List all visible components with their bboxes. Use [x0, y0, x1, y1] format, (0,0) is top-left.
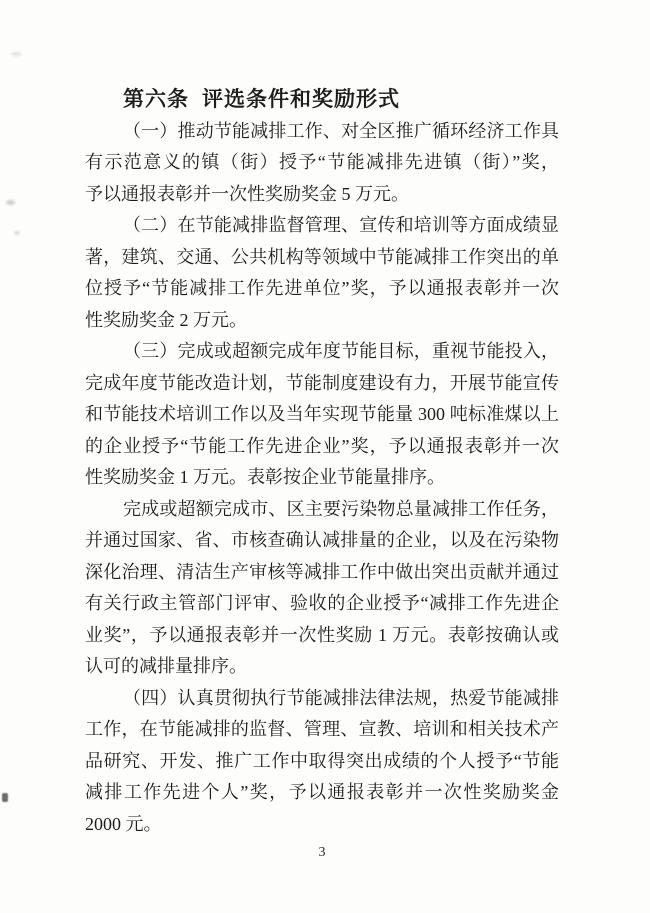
- scan-speck: [14, 231, 20, 235]
- paragraph-4: [85, 494, 559, 683]
- text-line: 有关行政主管部门评审、验收的企业授予“减排工作先进企: [85, 593, 559, 613]
- text-line: 品研究、开发、推广工作中取得突出成绩的个人授予“节能: [85, 750, 559, 771]
- scan-speck: [6, 200, 15, 205]
- text-line: 性奖励奖金 2 万元。: [85, 309, 247, 330]
- scan-speck: [2, 793, 8, 802]
- text-line: 减排工作先进个人”奖，予以通报表彰并一次性奖励奖金: [85, 782, 559, 802]
- text-line: 予以通报表彰并一次性奖励奖金 5 万元。: [85, 183, 409, 204]
- text-line: 2000 元。: [85, 813, 162, 834]
- text-line: （三）完成或超额完成年度节能目标，重视节能投入，: [123, 341, 559, 361]
- text-line: 完成或超额完成市、区主要污染物总量减排工作任务，: [123, 498, 559, 519]
- clause-number: 第六条: [123, 87, 189, 111]
- text-line: （二）在节能减排监督管理、宣传和培训等方面成绩显: [123, 215, 559, 235]
- clause-title: 评选条件和奖励形式: [202, 87, 400, 111]
- text-line: 和节能技术培训工作以及当年实现节能量 300 吨标准煤以上: [85, 404, 559, 424]
- text-line: 工作，在节能减排的监督、管理、宣教、培训和相关技术产: [85, 719, 559, 739]
- text-line: 深化治理、清洁生产审核等减排工作中做出突出贡献并通过: [85, 561, 559, 582]
- document-body: [85, 84, 559, 840]
- text-line: 完成年度节能改造计划，节能制度建设有力，开展节能宣传: [85, 372, 559, 393]
- text-line: 的企业授予“节能工作先进企业”奖，予以通报表彰并一次: [85, 435, 559, 456]
- text-line: 认可的减排量排序。: [85, 656, 247, 676]
- paragraphs-container: [85, 116, 559, 841]
- paragraph-3: [85, 336, 559, 494]
- text-line: （一）推动节能减排工作、对全区推广循环经济工作具: [123, 120, 559, 141]
- text-line: 著，建筑、交通、公共机构等领域中节能减排工作突出的单: [85, 246, 559, 267]
- text-line: 有示范意义的镇（街）授予“节能减排先进镇（街）”奖，: [85, 152, 559, 172]
- text-line: 性奖励奖金 1 万元。表彰按企业节能量排序。: [85, 467, 445, 487]
- paragraph-2: [85, 210, 559, 336]
- clause-heading: [85, 84, 559, 116]
- paragraph-1: [85, 116, 559, 211]
- text-line: 位授予“节能减排工作先进单位”奖，予以通报表彰并一次: [85, 278, 559, 298]
- text-line: （四）认真贯彻执行节能减排法律法规，热爱节能减排: [123, 687, 559, 708]
- scan-speck: [11, 52, 22, 56]
- text-line: 并通过国家、省、市核查确认减排量的企业，以及在污染物: [85, 530, 559, 550]
- paragraph-5: [85, 683, 559, 841]
- page-number: 3: [318, 845, 326, 860]
- text-line: 业奖”，予以通报表彰并一次性奖励 1 万元。表彰按确认或: [85, 624, 559, 645]
